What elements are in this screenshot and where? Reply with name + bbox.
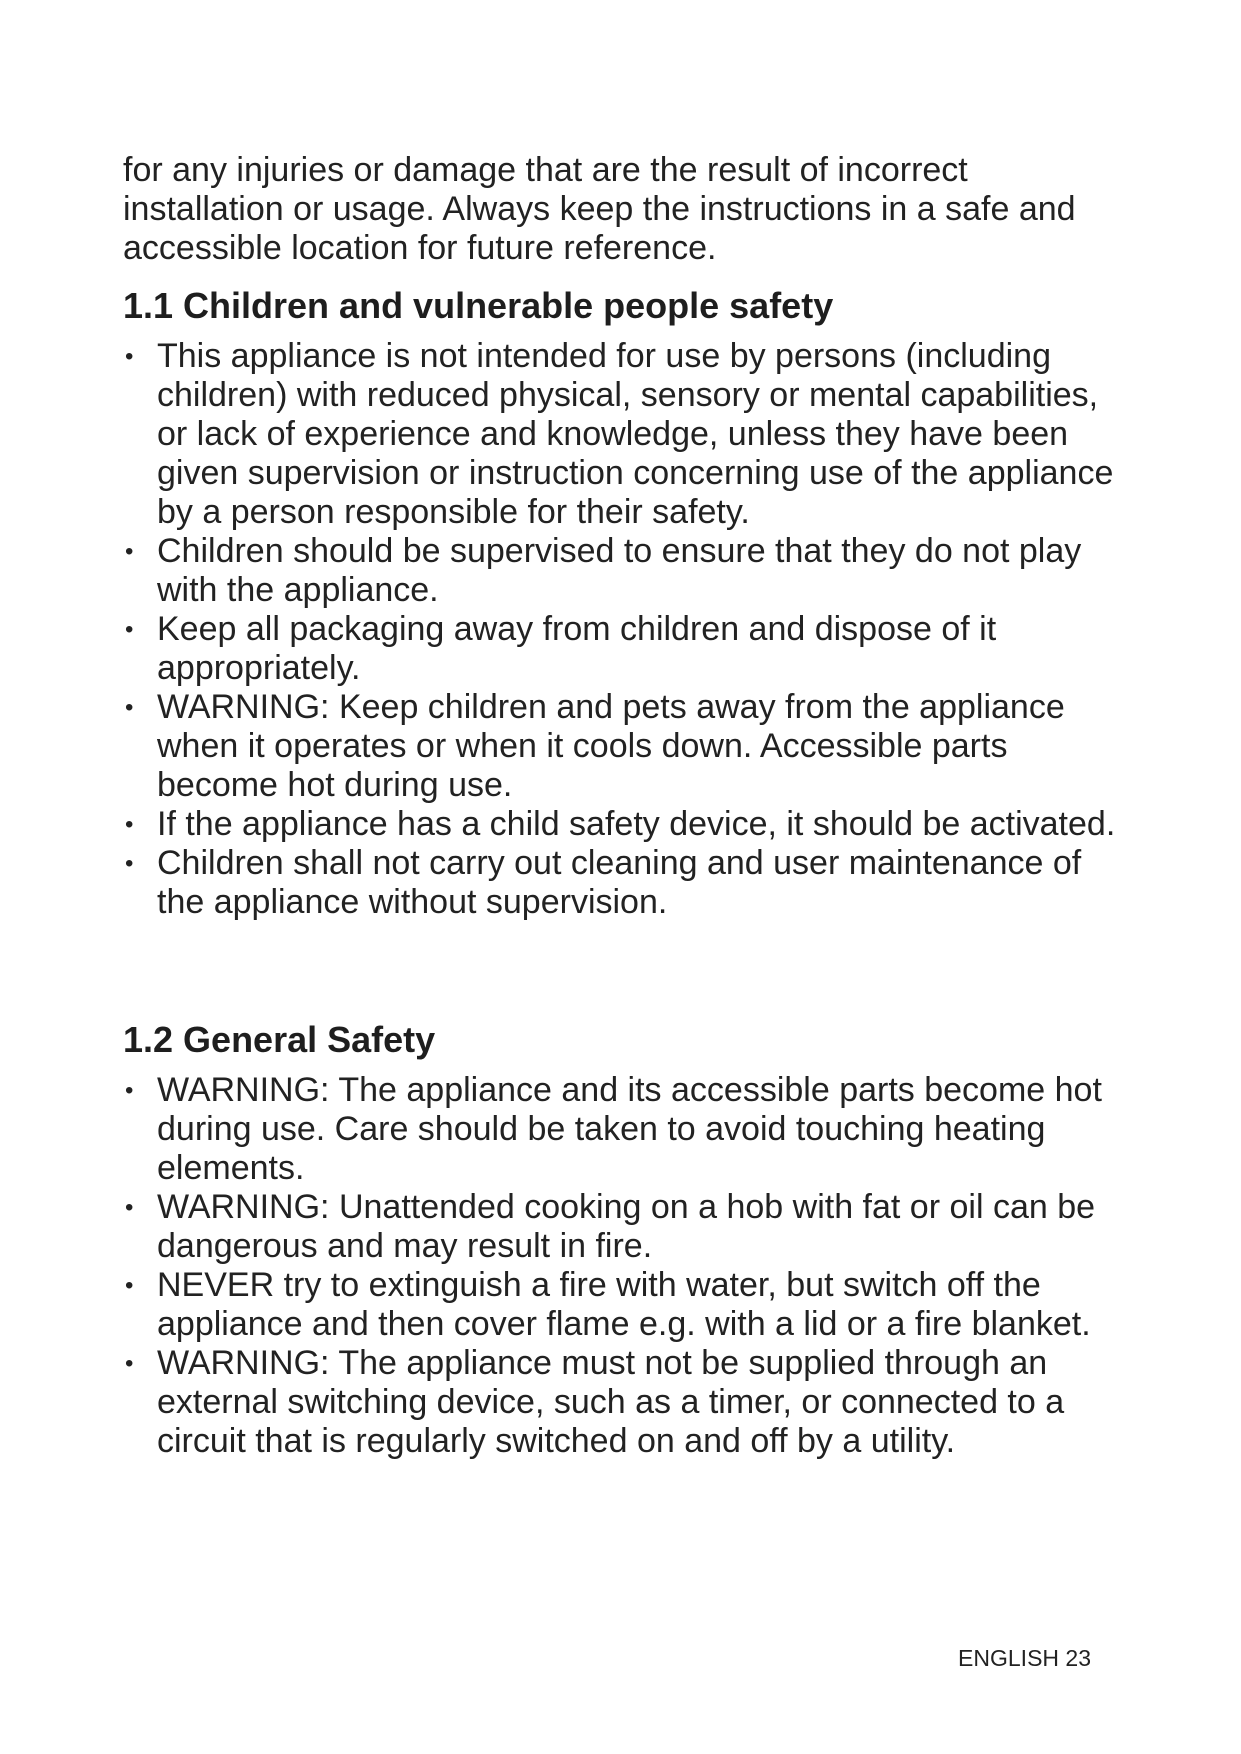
list-item xyxy=(123,844,1123,922)
bullet-icon: • xyxy=(125,538,134,565)
list-item xyxy=(123,1344,1123,1461)
bullet-icon: • xyxy=(125,694,134,721)
list-item xyxy=(123,1266,1123,1344)
children-safety-list xyxy=(123,337,1123,922)
list-item-text: This appliance is not intended for use by persons (including children) with reduced physical, sensory or mental capabilities, or lack of experience and knowledge, unless they have been given supervision or instruction concerning use of the appliance by a person responsible for their safety. xyxy=(157,337,1114,531)
bullet-icon: • xyxy=(125,811,134,838)
list-item xyxy=(123,1071,1123,1188)
list-item-text: WARNING: Unattended cooking on a hob with fat or oil can be dangerous and may result in fire. xyxy=(157,1188,1096,1265)
page-number-label: ENGLISH 23 xyxy=(958,1645,1091,1671)
list-item-text: Children should be supervised to ensure that they do not play with the appliance. xyxy=(157,532,1082,609)
intro-paragraph: for any injuries or damage that are the result of incorrect installation or usage. Always keep the instructions in a safe and accessible location for future reference. xyxy=(123,151,1076,267)
bullet-icon: • xyxy=(125,343,134,370)
section-heading-general-safety: 1.2 General Safety xyxy=(123,1019,436,1060)
bullet-icon: • xyxy=(125,1272,134,1299)
list-item-text: Children shall not carry out cleaning and user maintenance of the appliance without supervision. xyxy=(157,844,1082,921)
list-item-text: WARNING: The appliance and its accessible parts become hot during use. Care should be taken to avoid touching heating elements. xyxy=(157,1071,1102,1187)
bullet-icon: • xyxy=(125,1350,134,1377)
list-item-text: WARNING: The appliance must not be supplied through an external switching device, such as a timer, or connected to a circuit that is regularly switched on and off by a utility. xyxy=(157,1344,1065,1460)
list-item xyxy=(123,805,1123,844)
list-item-text: NEVER try to extinguish a fire with water, but switch off the appliance and then cover flame e.g. with a lid or a fire blanket. xyxy=(157,1266,1091,1343)
list-item-text: Keep all packaging away from children and dispose of it appropriately. xyxy=(157,610,997,687)
bullet-icon: • xyxy=(125,616,134,643)
bullet-icon: • xyxy=(125,850,134,877)
bullet-icon: • xyxy=(125,1077,134,1104)
list-item xyxy=(123,337,1123,532)
general-safety-list xyxy=(123,1071,1123,1461)
section-heading-children-safety: 1.1 Children and vulnerable people safety xyxy=(123,285,834,326)
list-item xyxy=(123,610,1123,688)
list-item xyxy=(123,1188,1123,1266)
bullet-icon: • xyxy=(125,1194,134,1221)
list-item-text: WARNING: Keep children and pets away from the appliance when it operates or when it cools down. Accessible parts become hot during use. xyxy=(157,688,1065,804)
list-item xyxy=(123,688,1123,805)
list-item xyxy=(123,532,1123,610)
list-item-text: If the appliance has a child safety device, it should be activated. xyxy=(157,805,1116,843)
